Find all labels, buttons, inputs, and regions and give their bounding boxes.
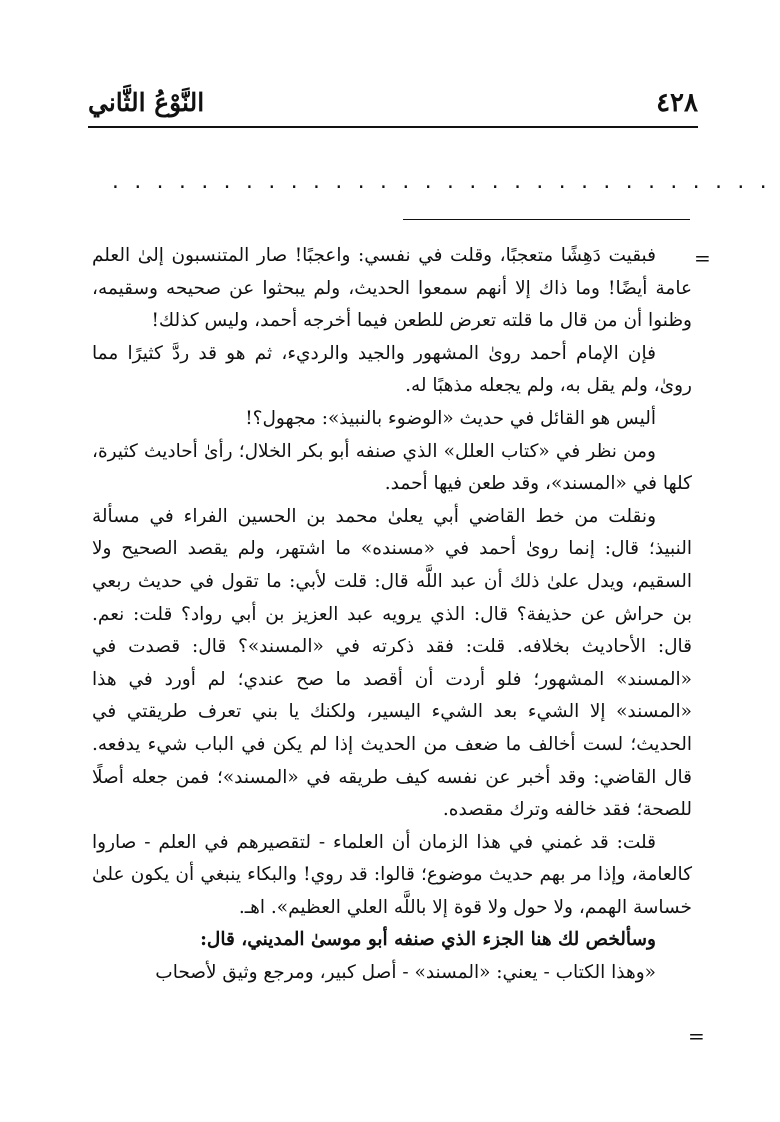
- page-number: ٤٢٨: [656, 88, 698, 118]
- paragraph: ونقلت من خط القاضي أبي يعلىٰ محمد بن الحسين الفراء في مسألة النبيذ؛ قال: إنما روىٰ أحمد في «مسنده» ما اشتهر، ولم يقصد الصحيح ولا السقيم، ويدل علىٰ ذلك أن عبد اللَّه قال: قلت لأبي: ما تقول في حديث ربعي بن حراش عن حذيفة؟ قال: الذي يرويه عبد العزيز بن أبي رواد؟ قلت: نعم. قال: الأحاديث بخلافه. قلت: فقد ذكرته في «المسند»؟ قال: قصدت في «المسند» المشهور؛ فلو أردت أن أقصد ما صح عندي؛ لم أورد في هذا «المسند» إلا الشيء بعد الشيء اليسير، ولكنك يا بني تعرف طريقتي في الحديث؛ لست أخالف ما ضعف من الحديث إذا لم يكن في الباب شيء يدفعه. قال القاضي: وقد أخبر عن نفسه كيف طريقه في «المسند»؛ فمن جعله أصلًا للصحة؛ فقد خالفه وترك مقصده.: [92, 505, 692, 821]
- paragraph: فبقيت دَهِشًا متعجبًا، وقلت في نفسي: واعجبًا! صار المتنسبون إلىٰ العلم عامة أيضًا! وما ذاك إلا أنهم سمعوا الحديث، ولم يبحثوا عن صحيحه وسقيمه، وظنوا أن من قال ما قلته تعرض للطعن فيما أخرجه أحمد، وليس كذلك!: [92, 245, 692, 332]
- paragraph: «وهذا الكتاب - يعني: «المسند» - أصل كبير، ومرجع وثيق لأصحاب: [155, 962, 656, 984]
- continuation-mark-start: =: [694, 246, 711, 270]
- paragraph-bold: وسألخص لك هنا الجزء الذي صنفه أبو موسىٰ المديني، قال:: [200, 929, 656, 951]
- continuation-mark-end: =: [688, 1024, 705, 1048]
- paragraph: قلت: قد غمني في هذا الزمان أن العلماء - لتقصيرهم في العلم - صاروا كالعامة، وإذا مر بهم حديث موضوع؛ قالوا: قد روي! والبكاء ينبغي أن يكون علىٰ خساسة الهمم، ولا حول ولا قوة إلا باللَّه العلي العظيم». اهـ.: [92, 831, 692, 918]
- header-rule: [88, 126, 698, 128]
- section-rule: [403, 219, 690, 220]
- page-header: [88, 88, 698, 128]
- paragraph: أليس هو القائل في حديث «الوضوء بالنبيذ»: مجهول؟!: [245, 407, 656, 429]
- paragraph: ومن نظر في «كتاب العلل» الذي صنفه أبو بكر الخلال؛ رأىٰ أحاديث كثيرة، كلها في «المسند»، وقد طعن فيها أحمد.: [92, 440, 692, 495]
- running-head-title: النَّوْعُ الثَّاني: [88, 88, 205, 117]
- paragraph: فإن الإمام أحمد روىٰ المشهور والجيد والرديء، ثم هو قد ردَّ كثيرًا مما روىٰ، ولم يقل به، ولم يجعله مذهبًا له.: [92, 342, 692, 397]
- body-text: [92, 240, 692, 990]
- dotted-separator: ..............................: [110, 172, 780, 193]
